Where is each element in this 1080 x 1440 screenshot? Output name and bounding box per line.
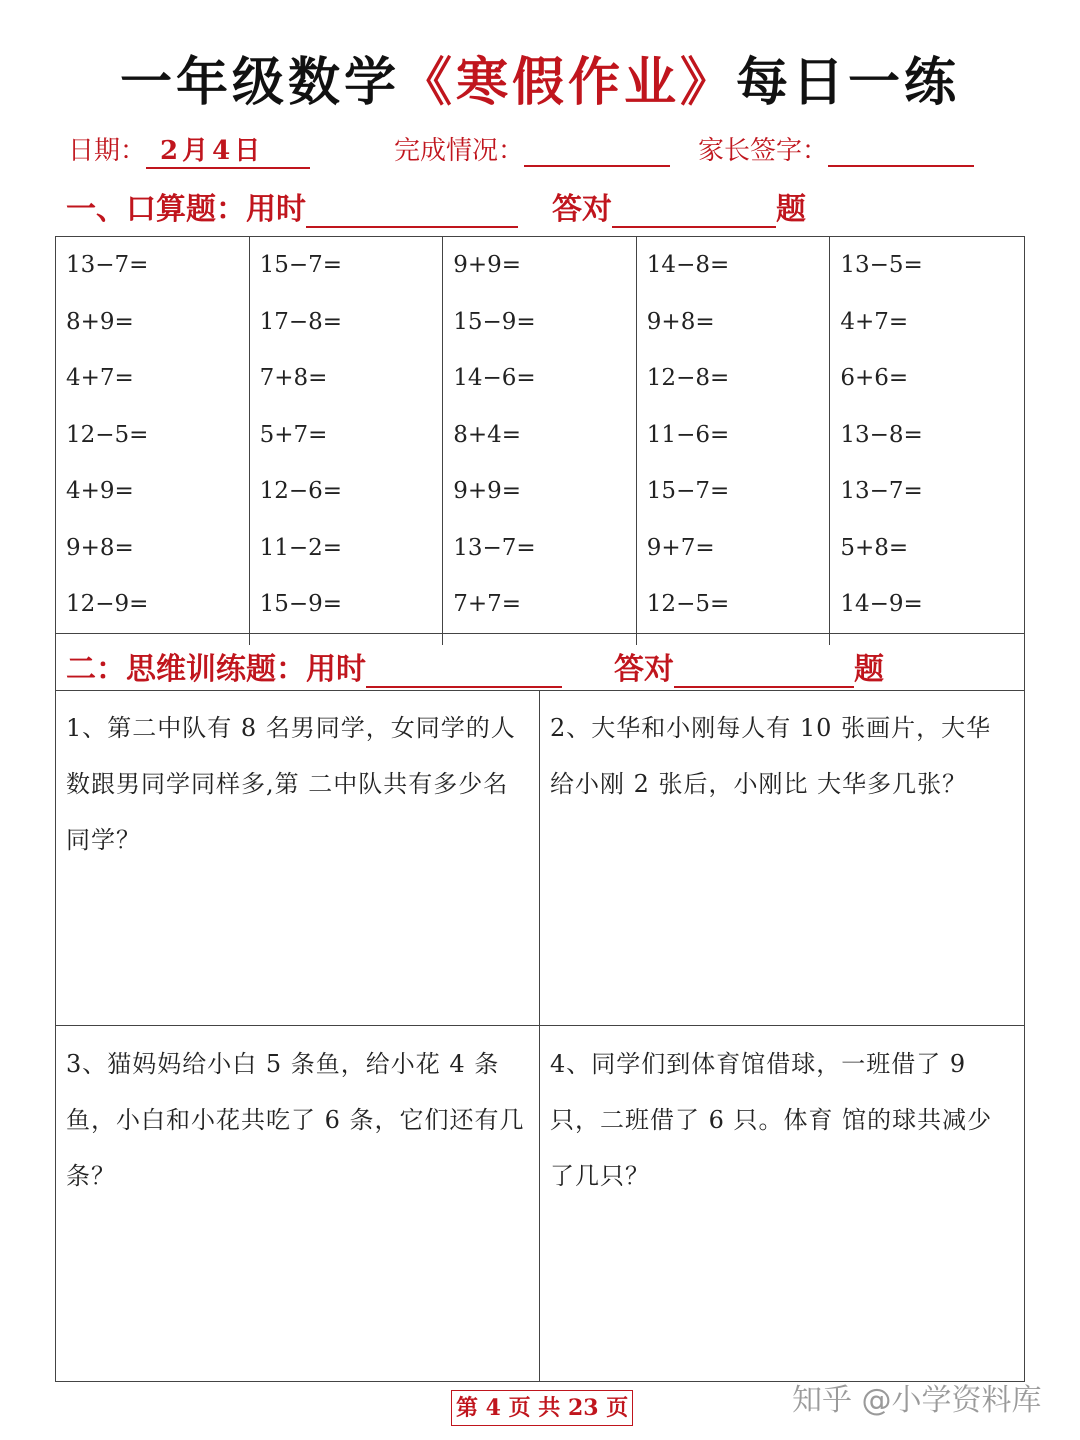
calc-problem: 11−2= <box>259 534 343 561</box>
calc-problem: 7+7= <box>453 591 521 617</box>
calc-problem: 9+9= <box>453 478 521 504</box>
page-title <box>0 40 1080 115</box>
calc-problem: 4+7= <box>840 308 909 335</box>
calc-problem: 13−7= <box>453 534 536 561</box>
section1-correct-blank[interactable] <box>612 194 776 228</box>
calc-problem: 9+9= <box>453 252 521 278</box>
calc-problem: 4+7= <box>66 365 134 391</box>
section2-unit: 题 <box>854 652 884 687</box>
calc-problem: 15−7= <box>259 252 343 278</box>
section2-title: 二：思维训练题：用时 <box>66 652 366 687</box>
word-problem-2: 2、大华和小刚每人有 10 张画片，大华给小刚 2 张后，小刚比 大华多几张？ <box>540 690 1024 1026</box>
calc-problem: 13−5= <box>840 252 923 278</box>
watermark: 知乎 @小学资料库 <box>792 1383 1042 1418</box>
calc-problem: 7+8= <box>259 365 328 391</box>
title-highlight: 《寒假作业》 <box>399 53 736 113</box>
calc-problem: 13−7= <box>840 478 923 504</box>
title-suffix: 每日一练 <box>736 53 961 113</box>
section2-correct-label: 答对 <box>614 652 674 687</box>
calc-problem: 9+8= <box>66 534 134 561</box>
calc-problem: 15−9= <box>259 591 343 617</box>
section2-correct-blank[interactable] <box>674 654 854 688</box>
calc-problem: 14−6= <box>453 365 536 391</box>
calc-problem: 12−5= <box>66 421 149 448</box>
parent-sign-label: 家长签字： <box>698 136 829 166</box>
calc-problem: 15−7= <box>646 478 730 504</box>
section1-unit: 题 <box>776 192 806 227</box>
completion-label: 完成情况： <box>394 136 525 166</box>
completion-field <box>394 130 670 167</box>
calc-problem: 13−8= <box>840 421 923 448</box>
page-number: 第 4 页 共 23 页 <box>451 1390 633 1426</box>
meta-row <box>68 130 990 170</box>
calc-column <box>637 237 831 645</box>
calc-problem: 8+4= <box>453 421 521 448</box>
section1-title: 一、口算题：用时 <box>66 192 306 227</box>
word-problem-1: 1、第二中队有 8 名男同学，女同学的人数跟男同学同样多,第 二中队共有多少名同学？ <box>56 690 540 1026</box>
section1-header <box>66 184 806 228</box>
word-problems-grid <box>55 690 1025 1382</box>
parent-sign-blank[interactable] <box>828 135 974 167</box>
calc-problem: 8+9= <box>66 308 134 335</box>
calc-problem: 5+8= <box>840 534 909 561</box>
calc-column <box>250 237 444 645</box>
word-problem-3: 3、猫妈妈给小白 5 条鱼，给小花 4 条鱼，小白和小花共吃了 6 条，它们还有几条？ <box>56 1026 540 1381</box>
calc-column <box>443 237 637 645</box>
section2-header <box>55 634 1025 691</box>
calc-problem: 5+7= <box>259 421 328 448</box>
date-label: 日期： <box>68 136 147 166</box>
calc-column <box>830 237 1024 645</box>
calc-problem: 9+8= <box>646 308 715 335</box>
completion-blank[interactable] <box>524 135 670 167</box>
parent-sign-field <box>698 130 974 167</box>
calc-problem: 11−6= <box>646 421 730 448</box>
calc-problem: 12−9= <box>66 591 149 617</box>
calc-problem: 12−8= <box>646 365 730 391</box>
calc-problem: 6+6= <box>840 365 909 391</box>
section2-time-blank[interactable] <box>366 654 562 688</box>
calc-problem: 12−6= <box>259 478 343 504</box>
calc-problem: 14−9= <box>840 591 923 617</box>
section1-correct-label: 答对 <box>552 192 612 227</box>
calc-problem: 12−5= <box>646 591 730 617</box>
calc-problem: 15−9= <box>453 308 536 335</box>
date-value: 2月4日 <box>146 130 310 169</box>
mental-math-grid <box>55 236 1025 634</box>
calc-column <box>56 237 250 645</box>
calc-problem: 17−8= <box>259 308 343 335</box>
calc-problem: 9+7= <box>646 534 715 561</box>
word-problem-4: 4、同学们到体育馆借球，一班借了 9 只，二班借了 6 只。体育 馆的球共减少了几只？ <box>550 1050 993 1190</box>
calc-problem: 13−7= <box>66 252 149 278</box>
calc-problem: 4+9= <box>66 478 134 504</box>
section1-time-blank[interactable] <box>306 194 518 228</box>
calc-problem: 14−8= <box>646 252 730 278</box>
title-prefix: 一年级数学 <box>119 53 400 113</box>
date-field <box>68 130 310 169</box>
